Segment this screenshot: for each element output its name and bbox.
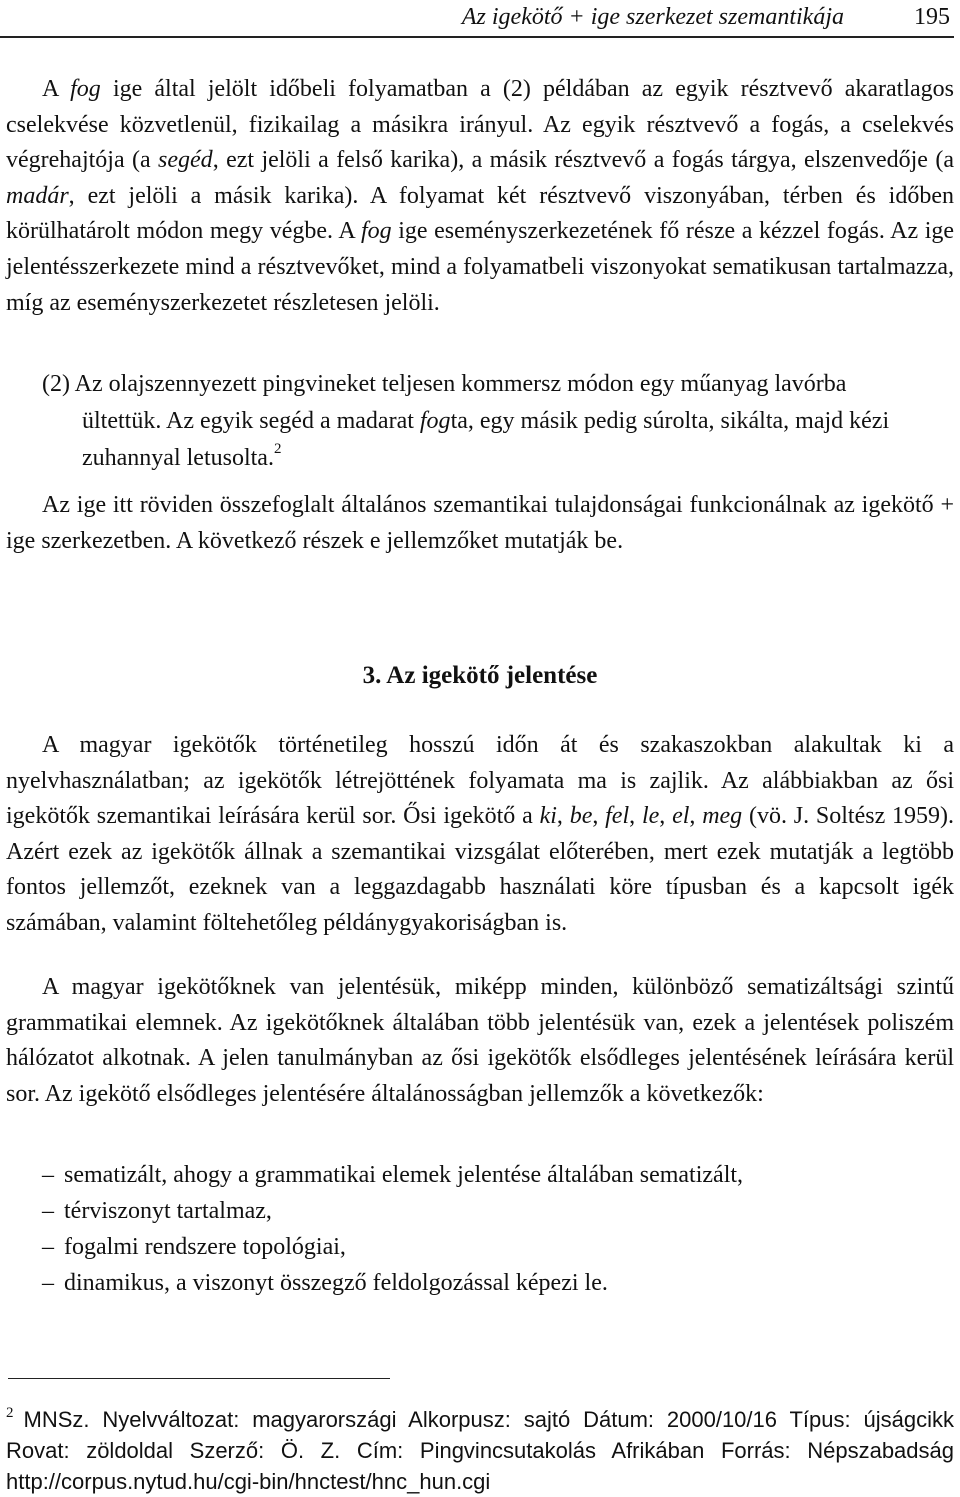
text-run: , — [592, 803, 606, 830]
list-item — [6, 1157, 954, 1193]
footnote-divider — [8, 1378, 390, 1379]
example-label: (2) — [42, 371, 70, 397]
paragraph-text — [6, 728, 954, 942]
text-run: , — [689, 803, 703, 830]
section-heading: 3. Az igekötő jelentése — [362, 662, 598, 689]
text-run: (vö. J. Soltész 1959). Azért ezek az igekötők állnak a szemantikai vizsgálat előterében, mert ezek mutatják a legtöbb fontos jellemzőt, ezeknek van a leggazdagabb használati köre típusban és a kapcsolt igék számában, valamint föltehetőleg példánygyakoriságban is. — [6, 803, 955, 936]
example-2 — [42, 366, 922, 477]
italic-term: madár — [6, 182, 69, 209]
text-run: A — [42, 76, 71, 102]
list-item-text: térviszonyt tartalmaz, — [64, 1198, 272, 1224]
text-run: Az olajszennyezett pingvineket teljesen kommersz módon egy műanyag lavórba ültettük. Az egyik segéd a madarat — [74, 371, 847, 434]
paragraph-fog-verb — [6, 72, 954, 321]
footnote-reference[interactable]: 2 — [273, 441, 282, 457]
text-run: A magyar igekötők történetileg hosszú időn át és szakaszokban alakultak ki a nyelvhasználatban; az igekötők létrejöttének folyamata ma is zajlik. Az alábbiakban az ősi igekötők szemantikai leírására kerül sor. Ősi igekötő a — [6, 732, 954, 830]
italic-term: segéd — [158, 147, 213, 174]
text-run: ta, egy másik pedig súrolta, sikálta, majd kézi zuhannyal letusolta. — [82, 408, 890, 471]
text-run: , — [629, 803, 642, 830]
italic-term: fog — [360, 218, 392, 245]
text-run: ige által jelölt időbeli folyamatban a (2) példában az egyik résztvevő akaratlagos cselekvése közvetlenül, fizikailag a másikra irányul. Az egyik résztvevő a fogás, a cselekvés végrehajtója (a — [6, 76, 954, 174]
dash-marker: – — [42, 1270, 54, 1296]
italic-term: le — [641, 803, 660, 830]
page-number: 195 — [914, 4, 950, 30]
paragraph-text: Az ige itt röviden összefoglalt általános szemantikai tulajdonságai funkcionálnak az igekötő + ige szerkezetben. A következő részek e jellemzőket mutatják be. — [6, 492, 954, 554]
paragraph-text: A magyar igekötőknek van jelentésük, miképp minden, különböző sematizáltsági szintű grammatikai elemnek. Az igekötőknek általában több jelentésük van, ezek a jelentések poliszém hálózatot alkotnak. A jelen tanulmányban az ősi igekötők elsődleges jelentésének leírására kerül sor. Az igekötő elsődleges jelentésére általánosságban jellemzők a következők: — [6, 974, 954, 1107]
text-run: , ezt jelöli a felső karika), a másik résztvevő a fogás tárgya, elszenvedője (a — [212, 147, 954, 174]
italic-term: el — [672, 803, 690, 830]
dash-marker: – — [42, 1198, 54, 1224]
dash-marker: – — [42, 1234, 54, 1260]
italic-term: fel — [605, 803, 630, 830]
text-run: , ezt jelöli a másik karika). A folyamat két résztvevő viszonyában, térben és időben körülhatárolt módon megy végbe. A — [6, 182, 954, 245]
list-item-text: fogalmi rendszere topológiai, — [64, 1234, 346, 1260]
footnote — [6, 1398, 954, 1497]
text-run: , — [659, 803, 673, 830]
italic-term: fog — [419, 408, 451, 434]
running-title: Az igekötő + ige szerkezet szemantikája — [461, 4, 844, 30]
list-item — [6, 1265, 954, 1301]
italic-term: meg — [702, 803, 743, 830]
list-item — [6, 1193, 954, 1229]
paragraph-summary — [6, 488, 954, 559]
paragraph-igekotok-meaning — [6, 970, 954, 1112]
list-item-text: sematizált, ahogy a grammatikai elemek jelentése általában sematizált, — [64, 1162, 744, 1188]
running-header — [0, 0, 954, 38]
italic-term: ki — [539, 803, 557, 830]
text-run: ige eseményszerkezetének fő része a kézzel fogás. Az ige jelentésszerkezete mind a résztvevőket, mind a folyamatbeli viszonyokat sematikusan tartalmazza, míg az eseményszerkezetet részletesen jelöli. — [6, 218, 955, 316]
text-run: , — [556, 803, 570, 830]
paragraph-igekotok-history — [6, 728, 954, 942]
feature-list — [6, 1157, 954, 1301]
list-item-text: dinamikus, a viszonyt összegző feldolgozással képezi le. — [64, 1270, 608, 1296]
list-item — [6, 1229, 954, 1265]
paragraph-text — [6, 72, 954, 321]
italic-term: be — [569, 803, 593, 830]
footnote-number: 2 — [6, 1405, 14, 1421]
footnote-text: MNSz. Nyelvváltozat: magyarországi Alkorpusz: sajtó Dátum: 2000/10/16 Típus: újságcikk Rovat: zöldoldal Szerző: Ö. Z. Cím: Pingvincsutakolás Afrikában Forrás: Népszabadság http://corpus.nytud.hu/cgi-bin/hnctest/hnc_hun.cgi — [6, 1407, 954, 1494]
dash-marker: – — [42, 1162, 54, 1188]
italic-term: fog — [70, 76, 101, 102]
example-text — [42, 366, 922, 477]
